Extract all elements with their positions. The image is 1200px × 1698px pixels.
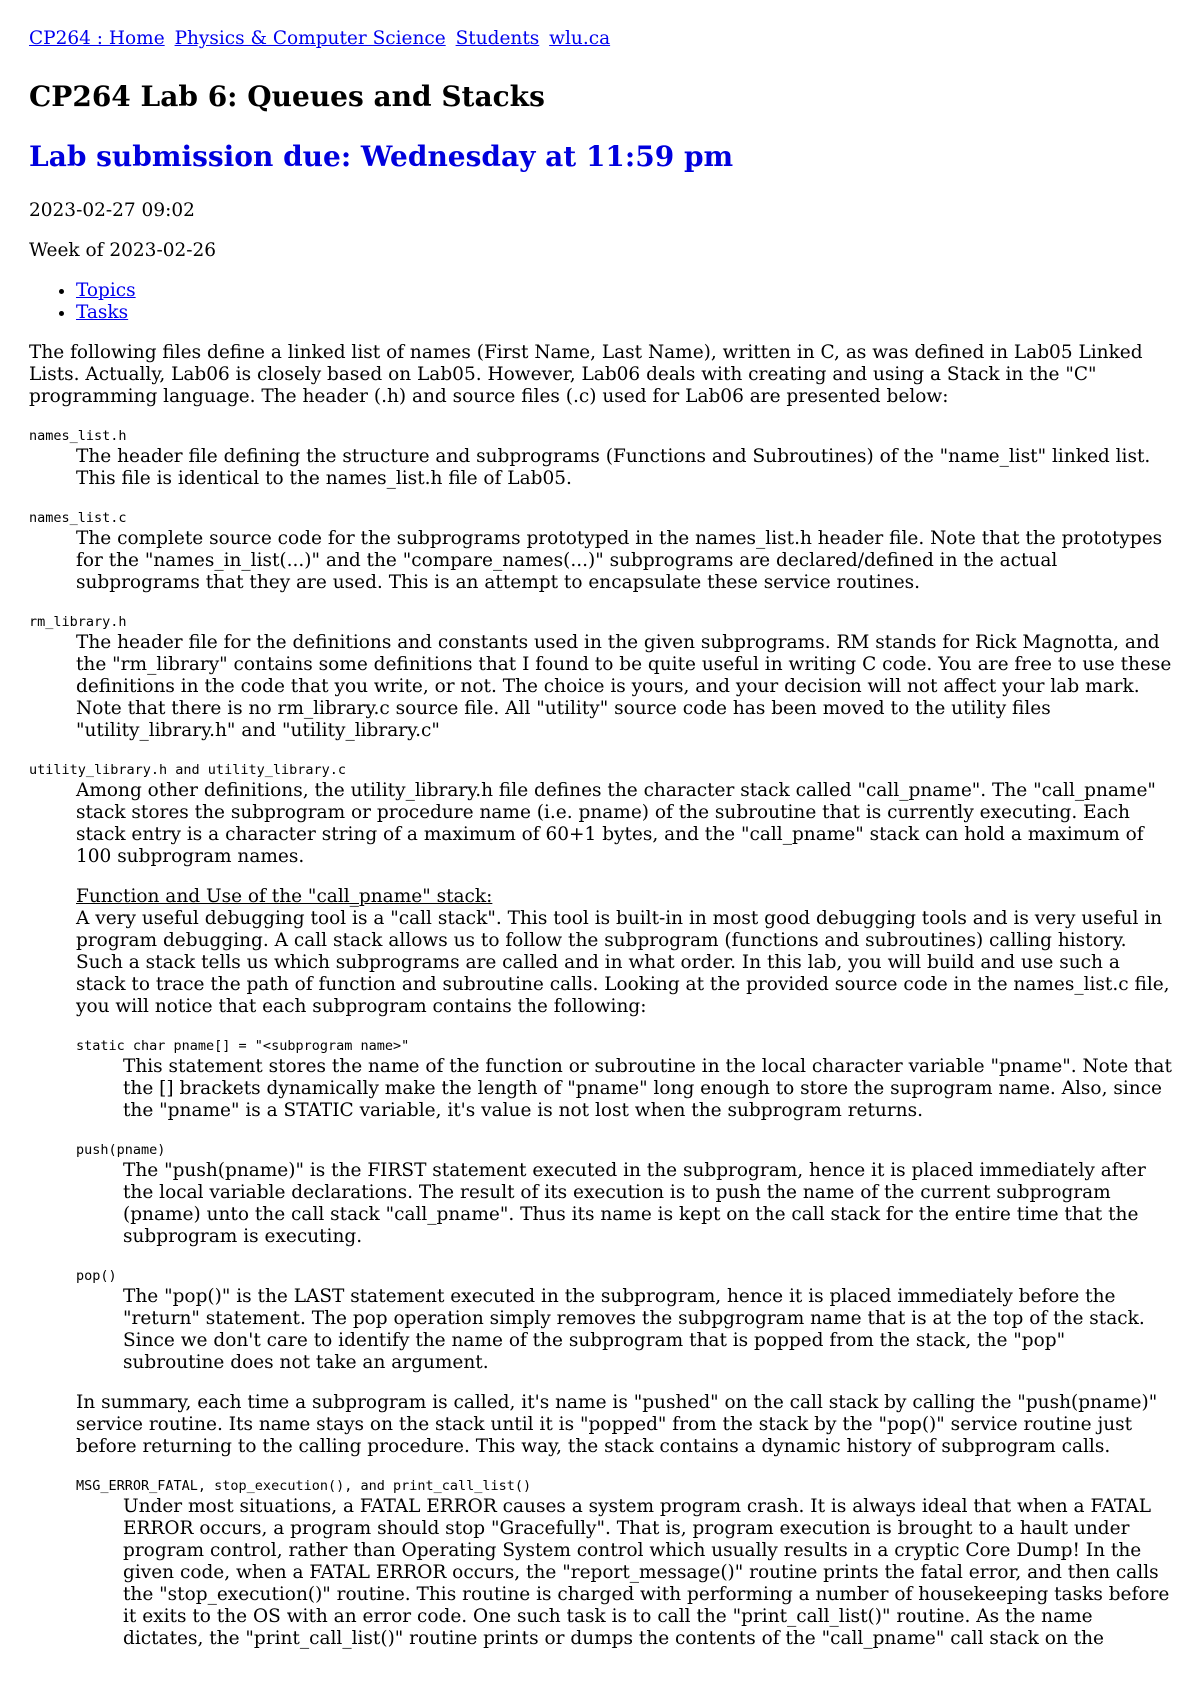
- call-stack-subheading: Function and Use of the "call_pname" stack:: [76, 886, 493, 907]
- breadcrumb-home-link[interactable]: CP264 : Home: [29, 28, 165, 49]
- utility-description: Among other definitions, the utility_library.h file defines the character stack called "call_pname". The "call_pname" stack stores the subprogram or procedure name (i.e. pname) of the subroutine that is currently executing. Each stack entry is a character string of a maximum of 60+1 bytes, and the "call_pname" stack can hold a maximum of 100 subprogram names.: [76, 780, 1156, 867]
- file-desc-rm-library-h: The header file for the definitions and constants used in the given subprograms. RM stands for Rick Magnotta, and the "rm_library" contains some definitions that I found to be quite useful in writing C code. You are free to use these definitions in the code that you write, or not. The choice is yours, and your decision will not affect your lab mark. Note that there is no rm_library.c source file. All "utility" source code has been moved to the utility files "utility_library.h" and "utility_library.c": [76, 632, 1172, 741]
- breadcrumb: [29, 28, 1172, 50]
- call-stack-body: A very useful debugging tool is a "call stack". This tool is built-in in most good debugging tools and is very useful in program debugging. A call stack allows us to follow the subprogram (functions and subroutines) calling history. Such a stack tells us which subprograms are called and in what order. In this lab, you will build and use such a stack to trace the path of function and subroutine calls. Looking at the provided source code in the names_list.c file, you will notice that each subprogram contains the following:: [76, 908, 1170, 1017]
- push-desc: The "push(pname)" is the FIRST statement executed in the subprogram, hence it is placed immediately after the local variable declarations. The result of its execution is to push the name of the current subprogram (pname) unto the call stack "call_pname". Thus its name is kept on the call stack for the entire time that the subprogram is executing.: [123, 1160, 1146, 1247]
- file-desc-names-list-h: The header file defining the structure and subprograms (Functions and Subroutines) of the "name_list" linked list. This file is identical to the names_list.h file of Lab05.: [76, 446, 1151, 489]
- file-term-names-list-h: names_list.h: [29, 428, 127, 444]
- week-label: Week of 2023-02-26: [29, 240, 217, 261]
- file-desc-utility-library: [76, 780, 1172, 1650]
- file-desc-names-list-c: The complete source code for the subprograms prototyped in the names_list.h header file. Note that the prototypes for the "names_in_list(...)" and the "compare_names(...)" subprograms are declared/defined in the actual subprograms that they are used. This is an attempt to encapsulate these service routines.: [76, 528, 1163, 593]
- file-list: [29, 426, 1172, 1650]
- pop-term: pop(): [76, 1268, 117, 1284]
- file-term-names-list-c: names_list.c: [29, 510, 127, 526]
- summary-paragraph: In summary, each time a subprogram is called, it's name is "pushed" on the call stack by calling the "push(pname)" service routine. Its name stays on the stack until it is "popped" from the stack by the "pop()" service routine just before returning to the calling procedure. This way, the stack contains a dynamic history of subprogram calls.: [76, 1392, 1158, 1457]
- fatal-error-desc: Under most situations, a FATAL ERROR causes a system program crash. It is always ideal that when a FATAL ERROR occurs, a program should stop "Gracefully". That is, program execution is brought to a hault under program control, rather than Operating System control which usually results in a cryptic Core Dump! In the given code, when a FATAL ERROR occurs, the "report_message()" routine prints the fatal error, and then calls the "stop_execution()" routine. This routine is charged with performing a number of housekeeping tasks before it exits to the OS with an error code. One such task is to call the "print_call_list()" routine. As the name dictates, the "print_call_list()" routine prints or dumps the contents of the "call_pname" call stack on the: [123, 1496, 1170, 1649]
- file-term-utility-library: utility_library.h and utility_library.c: [29, 762, 346, 778]
- toc-item: [76, 302, 1172, 324]
- table-of-contents: [29, 280, 1172, 324]
- intro-paragraph: The following files define a linked list of names (First Name, Last Name), written in C, as was defined in Lab05 Linked Lists. Actually, Lab06 is closely based on Lab05. However, Lab06 deals with creating and using a Stack in the "C" programming language. The header (.h) and source files (.c) used for Lab06 are presented below:: [29, 342, 1143, 407]
- breadcrumb-students-link[interactable]: Students: [455, 28, 540, 49]
- page-title: CP264 Lab 6: Queues and Stacks: [29, 80, 545, 113]
- file-term-rm-library-h: rm_library.h: [29, 614, 127, 630]
- due-date-heading: Lab submission due: Wednesday at 11:59 pm: [29, 140, 734, 173]
- subprogram-statements: [76, 1036, 1172, 1374]
- breadcrumb-pcs-link[interactable]: Physics & Computer Science: [174, 28, 446, 49]
- breadcrumb-wlu-link[interactable]: wlu.ca: [549, 28, 611, 49]
- push-term: push(pname): [76, 1142, 166, 1158]
- fatal-error-term: MSG_ERROR_FATAL, stop_execution(), and print_call_list(): [76, 1478, 532, 1494]
- static-pname-desc: This statement stores the name of the function or subroutine in the local character variable "pname". Note that the [] brackets dynamically make the length of "pname" long enough to store the suprogram name. Also, since the "pname" is a STATIC variable, it's value is not lost when the subprogram returns.: [123, 1056, 1172, 1121]
- toc-tasks-link[interactable]: Tasks: [76, 302, 129, 323]
- toc-item: [76, 280, 1172, 302]
- pop-desc: The "pop()" is the LAST statement executed in the subprogram, hence it is placed immediately before the "return" statement. The pop operation simply removes the subpgrogram name that is at the top of the stack. Since we don't care to identify the name of the subprogram that is popped from the stack, the "pop" subroutine does not take an argument.: [123, 1286, 1145, 1373]
- static-pname-term: static char pname[] = "<subprogram name>": [76, 1038, 410, 1054]
- toc-topics-link[interactable]: Topics: [76, 280, 136, 301]
- timestamp: 2023-02-27 09:02: [29, 200, 195, 221]
